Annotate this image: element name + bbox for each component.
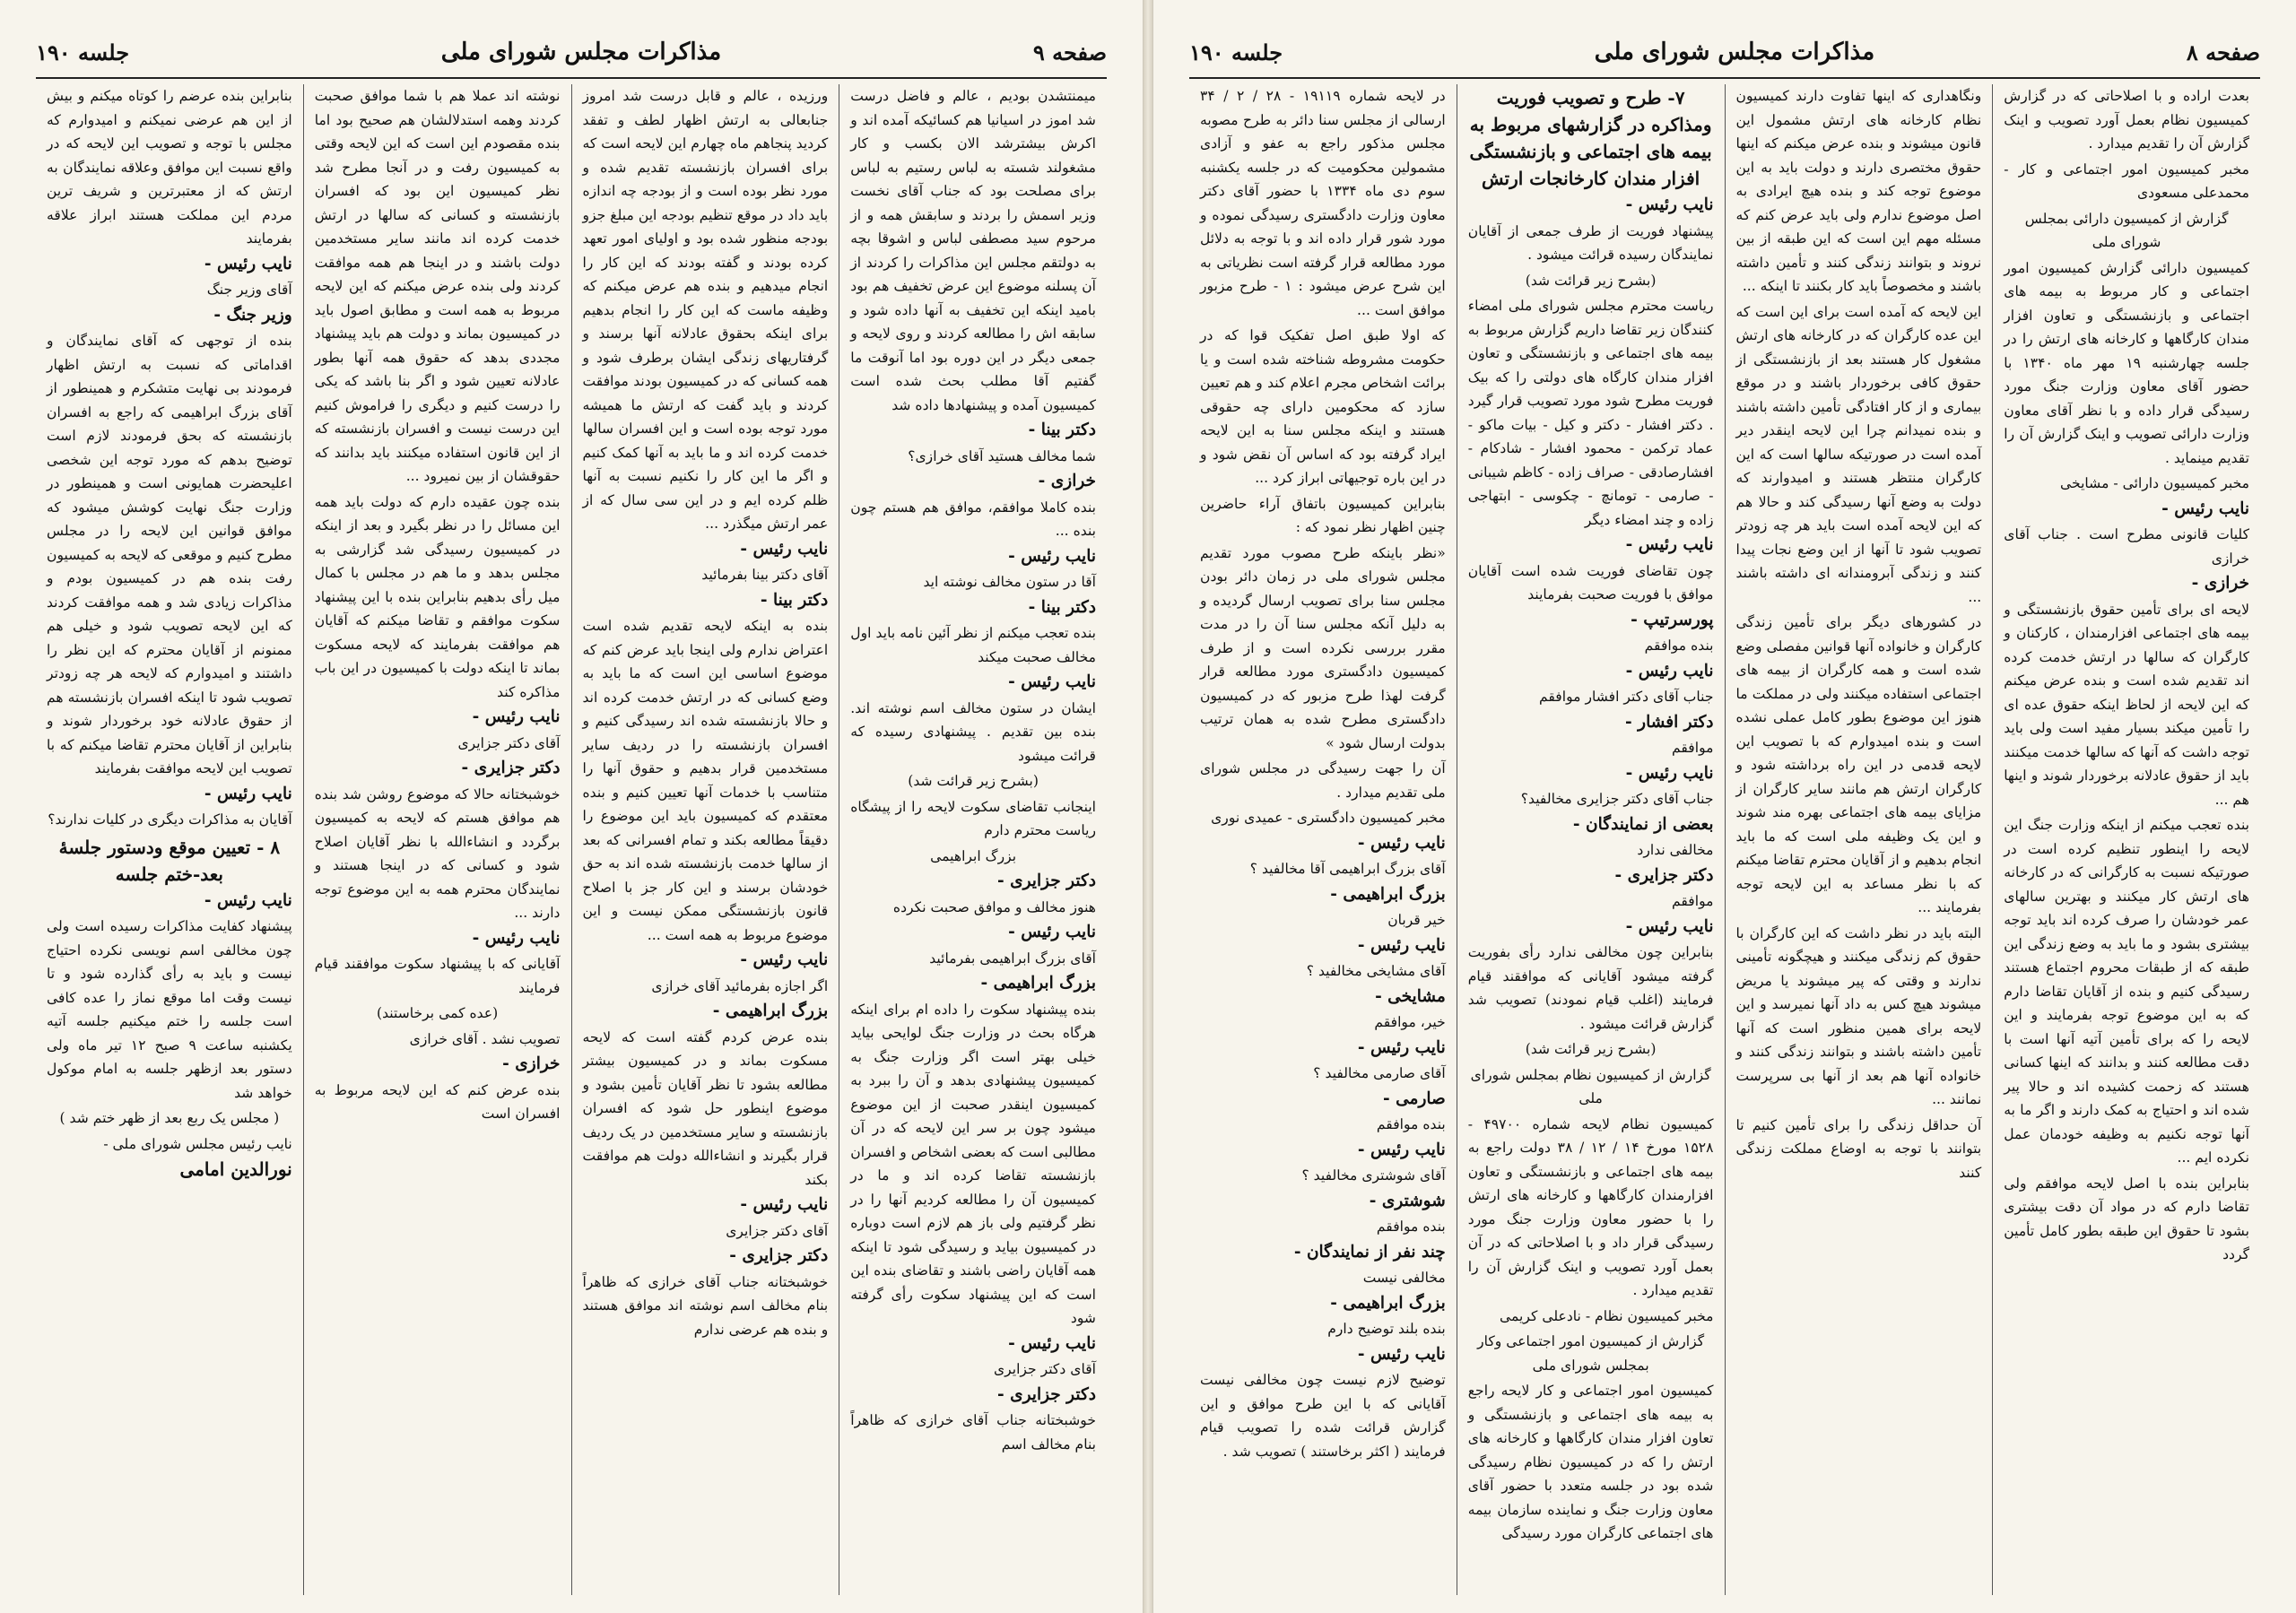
paragraph: شما مخالف هستید آقای خرازی؟ [908,447,1096,464]
speaker-name: مشایخی - [1375,986,1446,1006]
speaker-name: بعضی از نمایندگان - [1572,814,1714,834]
paragraph: بنده کاملا موافقم، موافق هم هستم چون بنده ... [850,499,1096,539]
speaker-name: نایب رئیس - [1008,1333,1096,1353]
paragraph: هنوز مخالف و موافق صحبت نکرده [892,898,1096,915]
paragraph: ایشان در ستون مخالف اسم نوشته اند. بنده بین تقدیم . پیشنهادی رسیده که قرائت میشود [850,699,1096,764]
paragraph: بنده عرض کنم که این لایحه مربوط به افسران است [314,1081,561,1122]
speaker-name: وزیر جنگ - [213,305,292,325]
paragraph: نوشته اند عملا هم با شما موافق صحبت کردند وهمه استدلالشان هم صحیح بود اما بنده مقصودم این است که این لایحه وقتی به کمیسیون رفت و در آنجا مطرح شد نظر کمیسیون این بود که افسران بازنشسته و کسانی که سالها در ارتش خدمت کرده اند مانند سایر مستخدمین دولت باشند و در اینجا هم همه موافقت کردند ولی بنده عرض میکنم که این لایحه مربوط به همه است و مطابق اصول باید در کمیسیون بماند و دولت هم باید پیشنهاد مجددی بدهد که حقوق همه آنها بطور عادلانه تعیین شود و اگر بنا باشد که یکی را درست کنیم و دیگری را فراموش کنیم این درست نیست و افسران بازنشسته که از این قانون استفاده میکنند باید بدانند که حقوقشان از بین نمیرود ... [314,88,561,484]
paragraph: پیشنهاد فوریت از طرف جمعی از آقایان نمایندگان رسیده قرائت میشود . [1467,222,1714,263]
paragraph: مخبر کمیسیون دارائی - مشایخی [2060,475,2249,491]
speaker-name: نایب رئیس - [1357,1037,1446,1057]
text-column [839,84,1107,1595]
centered-note: گزارش از کمیسیون دارائی بمجلس شورای ملی [2024,210,2229,250]
paragraph: در لایحه شماره ۱۹۱۱۹ - ۲۸ / ۲ / ۳۴ ارسالی از مجلس سنا دائر به طرح مصوبه مجلس مذکور راجع به عفو و آزادی مشمولین محکومیت که در جلسه یکشنبه سوم دی ماه ۱۳۳۴ با حضور آقای دکتر معاون وزارت دادگستری رسیدگی نموده و مورد شور قرار داده اند و با توجه به دلائل مورد مطالعه قرار گرفته است نظریاتی به این شرح عرض میشود : ۱ - طرح مزبور موافق است ... [1200,88,1446,318]
speaker-name: دکتر جزایری - [1614,865,1714,885]
paragraph: آقای صارمی مخالفید ؟ [1313,1065,1446,1081]
right-page [1152,0,2296,1613]
centered-note: (بشرح زیر قرائت شد) [908,773,1039,789]
paragraph: آقایانی که با پیشنهاد سکوت موافقند قیام فرمایند [314,956,561,996]
paragraph: بنابراین بنده با اصل لایحه موافقم ولی تقاضا دارم که در مواد آن دقت بیشتری بشود تا حقوق این طبقه بطور کامل تأمین گردد [2004,1175,2249,1262]
running-title: مذاکرات مجلس شورای ملی [1594,39,1875,65]
paragraph: بنده موافقم [1376,1116,1446,1132]
paragraph: مخبر کمیسیون نظام - نادعلی کریمی [1500,1307,1714,1324]
paragraph: آقای وزیر جنگ [206,282,292,298]
text-column [1457,84,1725,1595]
header-rule [1189,77,2260,79]
signature: نورالدین امامی [179,1158,292,1180]
paragraph: بنده چون عقیده دارم که دولت باید همه این مسائل را در نظر بگیرد و بعد از اینکه در کمیسیون رسیدگی شد گزارشی به مجلس بدهد و ما هم در مجلس با کمال میل رأی بدهیم بنابراین بنده با این پیشنهاد سکوت موافقم و تقاضا میکنم که آقایان هم موافقت بفرمایند که لایحه مسکوت بماند تا اینکه دولت با کمیسیون در این باب مذاکره کند [314,493,561,700]
paragraph: بنده از توجهی که آقای نمایندگان و اقداماتی که نسبت به ارتش اظهار فرمودند بی نهایت متشکرم و همینطور از آقای بزرگ ابراهیمی که راجع به افسران بازنشسته که بحق فرمودند لازم است توضیح بدهم که مورد توجه این شخصی اعلیحضرت همایونی است و همینطور در وزارت جنگ نهایت کوشش میشود که موافق قوانین این لایحه را در مجلس مطرح کنیم و موقعی که لایحه به کمیسیون رفت بنده هم در کمیسیون بودم و مذاکرات زیادی شد و همه موافقت کردند که این لایحه تصویب شود و خیلی هم ممنونم از آقایان محترم که این نظر را داشتند و امیدوارم که لایحه هر چه زودتر تصویب شود تا اینکه افسران بازنشسته هم از حقوق عادلانه خود برخوردار شوند و بنابراین از آقایان محترم تقاضا میکنم که با تصویب این لایحه موافقت بفرمایند [47,333,292,776]
section-heading: ۸ - تعیین موقع ودستور جلسهٔ بعد-ختم جلسه [58,836,281,885]
left-page [0,0,1144,1613]
paragraph: خوشبختانه جناب آقای خرازی که ظاهراً بنام مخالف اسم نوشته اند موافق هستند و بنده هم عرضی ندارم [582,1273,829,1338]
paragraph: مخالفی ندارد [1637,842,1714,858]
text-column [36,84,303,1595]
paragraph: جناب آقای دکتر جزایری مخالفید؟ [1520,791,1714,807]
paragraph: بنابراین بنده عرضم را کوتاه میکنم و بیش از این هم عرضی نمیکنم و امیدوارم که مجلس با توجه و تصویب این لایحه که در واقع نسبت این موافق وعلاقه نمایندگان به ارتش که از معتبرترین و شریف ترین مردم این مملکت هستند ابراز علاقه بفرمایند [47,88,292,247]
paragraph: موافقم [1672,740,1714,756]
page-number: صفحه ۹ [1032,39,1107,65]
speaker-name: بزرگ ابراهیمی - [1330,1293,1446,1313]
paragraph: بنده موافقم [1376,1218,1446,1235]
speaker-name: نایب رئیس - [1625,661,1714,681]
text-column [1189,84,1457,1595]
centered-note: (بشرح زیر قرائت شد) [1525,1041,1657,1057]
speaker-name: بزرگ ابراهیمی - [712,1002,829,1020]
paragraph: بعدت اراده و با اصلاحاتی که در گزارش کمیسیون نظام بعمل آورد تصویب و اینک گزارش آن را تقدیم میدارد . [2004,88,2249,152]
speaker-name: نایب رئیس - [472,707,561,726]
paragraph: بنده تعجب میکنم از اینکه وزارت جنگ این لایحه را اینطور تنظیم کرده است در صورتیکه نسبت به کارگرانی که در کارخانه های ارتش کار میکنند و بهترین سالهای عمر خودشان را صرف کرده اند باید توجه بیشتری بشود و ما باید به وضع زندگی این طبقه که از طبقات محروم اجتماع هستند رسیدگی کنیم و بنده از آقایان تقاضا دارم که به این موضوع توجه بفرمایند و این لایحه را که برای تأمین آتیه آنها است با دقت مطالعه کنند و بدانند که اینها کسانی هستند که زحمت کشیده اند و حالا پیر شده اند و احتیاج به کمک دارند و اگر ما به آنها توجه نکنیم به وظیفه خودمان عمل نکرده ایم ... [2004,817,2249,1166]
speaker-name: دکتر جزایری - [996,872,1096,890]
paragraph: آن حداقل زندگی را برای تأمین کنیم تا بتوانند با توجه به اوضاع مملکت زندگی کنند [1735,1116,1982,1181]
paragraph: آقای دکتر جزایری [993,1361,1096,1377]
paragraph: «نظر باینکه طرح مصوب مورد تقدیم مجلس شورای ملی در زمان دائر بودن مجلس سنا برای تصویب ارسال گردیده و به دلیل آنکه مجلس سنا آن را در مدت مقرر بررسی نکرده است و از طرف کمیسیون دادگستری مورد مطالعه قرار گرفت لهذا طرح مزبور که در کمیسیون دادگستری مطرح شده به همان ترتیب بدولت ارسال شود » [1200,544,1446,751]
speaker-name: دکتر جزایری - [729,1246,829,1265]
left-page-header [36,34,1107,70]
centered-note: (بشرح زیر قرائت شد) [1525,272,1657,289]
paragraph: بنابراین کمیسیون باتفاق آراء حاضرین چنین اظهار نظر نمود که : [1200,495,1446,535]
paragraph: آقای دکتر جزایری [726,1222,829,1239]
paragraph: مخالفی نیست [1362,1270,1446,1286]
paragraph: لایحه ای برای تأمین حقوق بازنشستگی و بیمه های اجتماعی افزارمندان ، کارکنان و کارگران که سالها در ارتش خدمت کرده اند تقدیم شده است و بنده عرض میکنم که این لایحه از لحاظ اینکه حقوق عده ای را تأمین میکند بسیار مفید است ولی باید توجه داشت که آنها که سالها خدمت میکنند باید از حقوق عادلانه برخوردار شوند و اینها هم ... [2004,601,2249,808]
speaker-name: نایب رئیس - [1008,546,1096,566]
text-column [571,84,839,1595]
paragraph: چون تقاضای فوریت شده است آقایان موافق با فوریت صحبت بفرمایند [1467,562,1714,603]
paragraph: تصویب نشد . آقای خرازی [409,1030,561,1047]
speaker-name: دکتر بینا - [1028,597,1096,617]
paragraph: آقایان به مذاکرات دیگری در کلیات ندارند؟ [48,811,292,828]
session-number: جلسه ۱۹۰ [1189,39,1283,65]
speaker-name: نایب رئیس - [204,784,292,803]
paragraph: آقای دکتر جزایری [457,734,561,751]
speaker-name: بزرگ ابراهیمی - [1330,884,1446,904]
paragraph: کمیسیون دارائی گزارش کمیسیون امور اجتماعی و کار مربوط به بیمه های اجتماعی و بازنشستگی و تعاون افزار مندان کارگاهها و کارخانه های ارتش را در جلسه چهارشنبه ۱۹ مهر ماه ۱۳۴۰ با حضور آقای معاون وزارت جنگ مورد رسیدگی قرار داده و با نظر آقای معاون وزارت دارائی تصویب و اینک گزارش آن را تقدیم مینماید . [2004,259,2249,466]
left-page-columns [36,84,1107,1595]
paragraph: این لایحه که آمده است برای این است که این عده کارگران که در کارخانه های ارتش مشغول کار هستند بعد از بازنشستگی از حقوق کافی برخوردار باشند و در موقع بیماری و از کار افتادگی تأمین داشته باشند و بنده نمیدانم چرا این لایحه اینقدر دیر آمده است در صورتیکه سالها است که این کارگران منتظر هستند و امیدوارند که دولت به وضع آنها رسیدگی کند و حالا هم که این لایحه آمده است باید هر چه زودتر تصویب شود تا آنها از این وضع نجات پیدا کنند و زندگی آبرومندانه ای داشته باشند ... [1735,303,1982,605]
centered-note: ( مجلس یک ربع بعد از ظهر ختم شد ) [59,1110,280,1126]
right-page-header [1189,34,2260,70]
running-title: مذاکرات مجلس شورای ملی [440,39,722,65]
speaker-name: نایب رئیس - [2161,499,2249,518]
speaker-name: پورسرتیپ - [1631,610,1714,629]
header-rule [36,77,1107,79]
speaker-name: خرازی - [502,1054,561,1073]
centered-note: (عده کمی برخاستند) [377,1005,499,1021]
speaker-name: خرازی - [1038,472,1096,490]
speaker-name: نایب رئیس - [1625,195,1714,214]
text-column [303,84,571,1595]
paragraph: اینجانب تقاضای سکوت لایحه را از پیشگاه ریاست محترم دارم [850,798,1096,838]
paragraph: موافقم [1672,893,1714,909]
paragraph: اگر اجازه بفرمائید آقای خرازی [651,977,829,994]
paragraph: بنده عرض کردم گفته است که لایحه مسکوت بماند و در کمیسیون بیشتر مطالعه بشود تا نظر آقایان تأمین بشود و موضوع اینطور حل شود که افسران بازنشسته و سایر مستخدمین در یک ردیف قرار بگیرند و انشاءالله دولت هم موافقت بکند [582,1028,829,1188]
speaker-name: خرازی - [2191,574,2249,593]
paragraph: کلیات قانونی مطرح است . جناب آقای خرازی [2004,526,2249,567]
paragraph: آقای شوشتری مخالفید ؟ [1301,1167,1446,1184]
paragraph: آقای بزرگ ابراهیمی آقا مخالفید ؟ [1249,861,1446,877]
right-page-columns [1189,84,2260,1595]
section-heading: ۷- طرح و تصویب فوریت ومذاکره در گزارشهای مربوط به بیمه های اجتماعی و بازنشستگی افزار مندان کارخانجات ارتش [1469,87,1712,189]
paragraph: خوشبختانه جناب آقای خرازی که ظاهراً بنام مخالف اسم [850,1412,1096,1453]
page-number: صفحه ۸ [2186,39,2260,65]
speaker-name: دکتر جزایری - [461,759,561,777]
paragraph: ورزیده ، عالم و قابل درست شد امروز جنابعالی به ارتش اظهار لطف و تفقد کردید پنجاهم ماه چهارم این لایحه است که برای افسران بازنشسته تقدیم شده و مورد نظر بوده است و از بودجه چه اندازه باید داد در موقع تنظیم بودجه این مبلغ جزو بودجه منظور شده بود و اولیای امور تعهد کرده بودند و گفته بودند که این کار را انجام میدهیم و بنده هم عرض میکنم که وظیفه ماست که این کار را انجام بدهیم برای اینکه بحقوق عادلانه آنها برسند و گرفتاریهای زندگی ایشان برطرف شود و همه کسانی که در کمیسیون بودند موافقت کردند و باید گفت که ارتش ما همیشه مورد توجه بوده است و این افسران سالها خدمت کرده اند و ما باید به آنها کمک کنیم و اگر ما این کار را نکنیم نسبت به آنها ظلم کرده ایم و در این سی سال که از عمر ارتش میگذرد ... [582,88,829,532]
speaker-name: نایب رئیس - [1008,923,1096,941]
paragraph: بنده پیشنهاد سکوت را داده ام برای اینکه هرگاه بحث در وزارت جنگ لوایحی بیاید خیلی بهتر است اگر وزارت جنگ به کمیسیون پیشنهادی بدهد و آن را ببرد به کمیسیون اینقدر صحبت از این موضوع میشود چون بر سر این لایحه که در آن مطالبی است که بعضی اشخاص و افسران بازنشسته تقاضا کرده اند و ما در کمیسیون آن را مطالعه کردیم آنها را در نظر گرفتیم ولی باز هم لازم است دوباره در کمیسیون بیاید و رسیدگی شود تا اینکه همه آقایان راضی باشند و تقاضای بنده این است که این پیشنهاد سکوت رأی گرفته شود [850,1001,1096,1326]
paragraph: بنده موافقم [1644,637,1714,654]
paragraph: بنده تعجب میکنم از نظر آئین نامه باید اول مخالف صحبت میکند [850,625,1096,665]
speaker-name: نایب رئیس - [1357,1344,1446,1364]
paragraph: آقای مشایخی مخالفید ؟ [1306,963,1446,979]
paragraph: بنده به اینکه لایحه تقدیم شده است اعتراض ندارم ولی اینجا باید عرض کنم که موضوع اساسی این است که ما باید به وضع کسانی که در ارتش خدمت کرده اند و حالا بازنشسته شده اند رسیدگی کنیم و افسران بازنشسته را در ردیف سایر مستخدمین قرار بدهیم و حقوق آنها را متناسب با خدمات آنها تعیین کنیم و بنده معتقدم که کمیسیون باید این موضوع را دقیقاً مطالعه بکند و تمام افسرانی که بعد از سالها خدمت بازنشسته شده اند به حق خودشان برسند و این کار جز با اصلاح قانون بازنشستگی ممکن نیست و این موضوع مربوط به همه است ... [582,618,829,943]
paragraph: کمیسیون امور اجتماعی و کار لایحه راجع به بیمه های اجتماعی و بازنشستگی و تعاون افزار مندان کارگاهها و کارخانه های ارتش را که در کمیسیون نظام رسیدگی شده بود در جلسه متعدد با حضور آقای معاون وزارت جنگ و نماینده سازمان بیمه های اجتماعی کارگران مورد رسیدگی [1467,1383,1714,1541]
paragraph: البته باید در نظر داشت که این کارگران با حقوق کم زندگی میکنند و هیچگونه تأمینی ندارند و وقتی که پیر میشوند یا مریض میشوند هیچ کس به داد آنها نمیرسد و این لایحه برای همین منظور است که آنها تأمین داشته باشند و بتوانند زندگی کنند و خانواده آنها هم بعد از آنها بی سرپرست نمانند ... [1735,924,1982,1107]
speaker-name: نایب رئیس - [472,928,561,948]
speaker-name: دکتر بینا - [760,590,829,610]
speaker-name: دکتر جزایری - [996,1384,1096,1404]
paragraph: بنابراین چون مخالفی ندارد رأی بفوریت گرفته میشود آقایانی که موافقند قیام فرمایند (اغلب قیام نمودند) تصویب شد گزارش قرائت میشود . [1467,944,1714,1032]
speaker-name: نایب رئیس - [204,254,292,273]
speaker-name: نایب رئیس - [740,950,829,969]
paragraph: توضیح لازم نیست چون مخالفی نیست آقایانی که با این طرح موافق و این گزارش قرائت شده را تصویب قیام فرمایند ( اکثر برخاستند ) تصویب شد . [1200,1372,1446,1460]
speaker-name: نایب رئیس - [740,539,829,559]
session-number: جلسه ۱۹۰ [36,39,130,65]
paragraph: پیشنهاد کفایت مذاکرات رسیده است ولی چون مخالفی اسم نویسی نکرده احتیاج نیست و باید به رأی گذارده شود و تا نیست وقت اما موقع نماز را عده کافی است جلسه را ختم میکنیم جلسه آتیه یکشنبه ساعت ۹ صبح ۱۲ تیر ماه ولی دستور بعد ازظهر جلسه به امام موکول خواهد شد [47,918,292,1101]
speaker-name: بزرگ ابراهیمی - [980,974,1096,993]
speaker-name: دکتر بینا - [1028,421,1096,439]
paragraph: که اولا طبق اصل تفکیک قوا که در حکومت مشروطه شناخته شده است و یا برائت اشخاص مجرم اعلام کند و هم تعیین سازد که محکومین دارای چه حقوقی هستند و اینکه مجلس سنا به این لایحه ایراد گرفته بود که اساس آن نقض شود و در این باره توجیهاتی ابراز کرد ... [1200,327,1446,486]
speaker-name: دکتر افشار - [1625,712,1714,732]
paragraph: نایب رئیس مجلس شورای ملی - [103,1135,292,1152]
speaker-name: چند نفر از نمایندگان - [1293,1242,1446,1262]
paragraph: خیر، موافقم [1374,1014,1446,1030]
speaker-name: نایب رئیس - [1008,672,1096,691]
speaker-name: نایب رئیس - [1625,535,1714,554]
paragraph: خوشبختانه حالا که موضوع روشن شد بنده هم موافق هستم که لایحه به کمیسیون برگردد و انشاءالله با نظر آقایان اصلاح شود و کسانی که در اینجا هستند و نمایندگان محترم همه به این موضوع توجه دارند ... [314,785,561,921]
paragraph: آقای بزرگ ابراهیمی بفرمائید [929,950,1096,967]
paragraph: ونگاهداری که اینها تفاوت دارند کمیسیون نظام کارخانه های ارتش مشمول این قانون میشوند و بنده عرض میکنم که اینها حقوق مختصری دارند و دولت باید به این موضوع توجه کند و بنده هیچ ایرادی به اصل موضوع ندارم ولی باید عرض کنم که مسئله مهم این است که این طبقه از بین نروند و بتوانند زندگی کنند و تأمین داشته باشند و مخصوصاً باید کار بکنند تا اینکه ... [1735,88,1982,294]
paragraph: آقا در ستون مخالف نوشته اید [923,574,1096,590]
speaker-name: نایب رئیس - [1625,763,1714,783]
paragraph: در کشورهای دیگر برای تأمین زندگی کارگران و خانواده آنها قوانین مفصلی وضع شده است و همه کارگران از بیمه های اجتماعی استفاده میکنند ولی در مملکت ما هنوز این موضوع بطور کامل عملی نشده است و بنده امیدوارم که با تصویب این لایحه قدمی در این راه برداشته شود و کارگران ارتش هم مانند سایر کارگران از مزایای بیمه های اجتماعی بهره مند شوند و این یک وظیفه ملی است که ما باید انجام بدهیم و از آقایان محترم تقاضا میکنم که با نظر مساعد به این لایحه توجه بفرمایند ... [1735,614,1982,915]
centered-note: گزارش از کمیسیون امور اجتماعی وکار بمجلس شورای ملی [1477,1333,1705,1374]
paragraph: مخبر کمیسیون دادگستری - عمیدی نوری [1211,810,1446,826]
paragraph: ریاست محترم مجلس شورای ملی امضاء کنندگان زیر تقاضا داریم گزارش مربوط به بیمه های اجتماعی و بازنشستگی و تعاون افزار مندان کارگاه های دولتی را که بیک فوریت مطرح شود مورد تصویب قرار گیرد . دکتر افشار - دکتر و کیل - بیات ماکو - عماد ترکمن - محمود افشار - شادکام - افشارصادقی - صراف زاده - کاظم شیبانی - صارمی - تومانچ - چکوسی - ابتهاجی زاده و چند امضاء دیگر [1467,298,1714,528]
paragraph: آن را جهت رسیدگی در مجلس شورای ملی تقدیم میدارد . [1200,760,1446,801]
paragraph: بنده بلند توضیح دارم [1327,1321,1446,1337]
speaker-name: نایب رئیس - [1357,833,1446,853]
speaker-name: نایب رئیس - [1625,916,1714,936]
paragraph: میمنتشدن بودیم ، عالم و فاضل درست شد اموز در اسیانیا هم کسائیکه آمده اند و اکرش بیشترشد الان بکسب و کار مشغولند شسته به لباس رستیم به لباس برای مصلحت بود که جناب آقای نخست وزیر اسمش را بردند و سابقش همه و از مرحوم سید مصطفی لباس و اشوقا بچه به دولتقم مجلس این مذاکرات را کردند از آن پسلنه موضوع این عرض تخفیف هم بود بامید اینکه این تخفیف به آنها داده شود و سابقه اش را مطالعه کردند و روی لایحه و جمعی دیگر در این دوره بود اما آنوقت ما گفتیم آقا مطلب بحث شده است کمیسیون آمده و پیشنهادها داده شد [850,88,1096,413]
speaker-name: صارمی - [1383,1088,1446,1108]
text-column [1725,84,1993,1595]
paragraph: کمیسیون نظام لایحه شماره ۴۹۷۰۰ - ۱۵۲۸ مورخ ۱۴ / ۱۲ / ۳۸ دولت راجع به بیمه های اجتماعی و بازنشستگی و تعاون افزارمندان کارگاهها و کارخانه های ارتش را با حضور معاون وزارت جنگ مورد رسیدگی قرار داد و با اصلاحاتی که در آن بعمل آورد تصویب و اینک گزارش آن را تقدیم میدارد . [1467,1115,1714,1298]
text-column [1992,84,2260,1595]
book-gutter [1144,0,1152,1613]
paragraph: مخبر کمیسیون امور اجتماعی و کار - محمدعلی مسعودی [2004,160,2249,201]
paragraph: جناب آقای دکتر افشار موافقم [1539,689,1714,705]
paragraph: خیر قربان [1387,912,1446,928]
centered-note: بزرگ ابراهیمی [930,847,1017,864]
speaker-name: نایب رئیس - [740,1195,829,1214]
speaker-name: نایب رئیس - [204,890,292,910]
centered-note: گزارش از کمیسیون نظام بمجلس شورای ملی [1470,1066,1711,1106]
speaker-name: شوشتری - [1369,1191,1446,1210]
speaker-name: نایب رئیس - [1357,935,1446,955]
paragraph: آقای دکتر بینا بفرمائید [701,567,829,583]
speaker-name: نایب رئیس - [1357,1140,1446,1159]
